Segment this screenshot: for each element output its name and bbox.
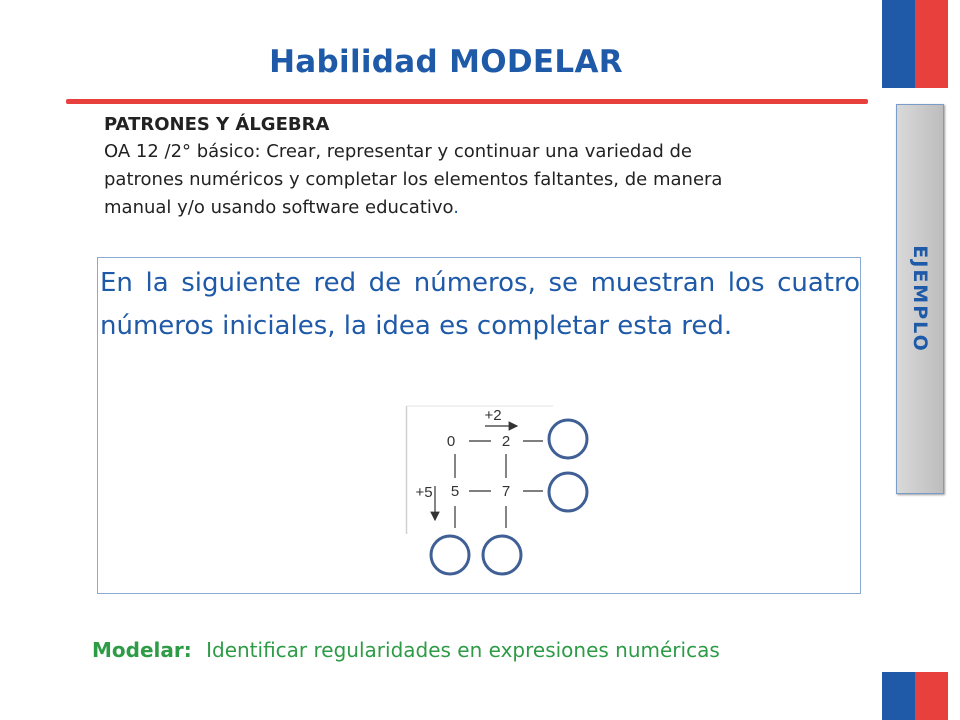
node-bottom-right: 7 <box>501 483 511 500</box>
empty-circle-bottom-left <box>431 536 469 574</box>
right-step-label: +2 <box>484 407 502 424</box>
empty-circle-top-right <box>549 420 587 458</box>
title-underline <box>66 99 868 104</box>
objective-text-wrapper <box>104 138 764 222</box>
example-tab-label: EJEMPLO <box>909 245 931 353</box>
example-tab <box>896 104 944 494</box>
footer-text: Identificar regularidades en expresiones numéricas <box>206 638 720 662</box>
down-step-label: +5 <box>415 484 433 501</box>
node-bottom-left: 5 <box>450 483 460 500</box>
flag-stripe-bottom <box>882 672 948 720</box>
empty-circle-bottom-right <box>483 536 521 574</box>
objective-heading: PATRONES Y ÁLGEBRA <box>104 114 330 135</box>
flag-red-band <box>915 0 948 88</box>
objective-text: OA 12 /2° básico: Crear, representar y continuar una variedad de patrones numéricos y completar los elementos faltantes, de manera manual y/o usando software educativo <box>104 141 723 218</box>
objective-period: . <box>453 197 459 218</box>
node-top-left: 0 <box>446 433 456 450</box>
node-top-right: 2 <box>501 433 511 450</box>
task-statement: En la siguiente red de números, se muestran los cuatro números iniciales, la idea es completar esta red. <box>100 268 860 341</box>
flag-blue-band-bottom <box>882 672 915 720</box>
empty-circle-middle-right <box>549 473 587 511</box>
page-title: Habilidad MODELAR <box>269 44 623 80</box>
flag-red-band-bottom <box>915 672 948 720</box>
footer-label: Modelar: <box>92 638 192 662</box>
number-network-diagram <box>405 404 595 580</box>
diagram-background <box>405 404 553 534</box>
footer-skill <box>92 638 720 662</box>
objective-block <box>104 112 764 222</box>
